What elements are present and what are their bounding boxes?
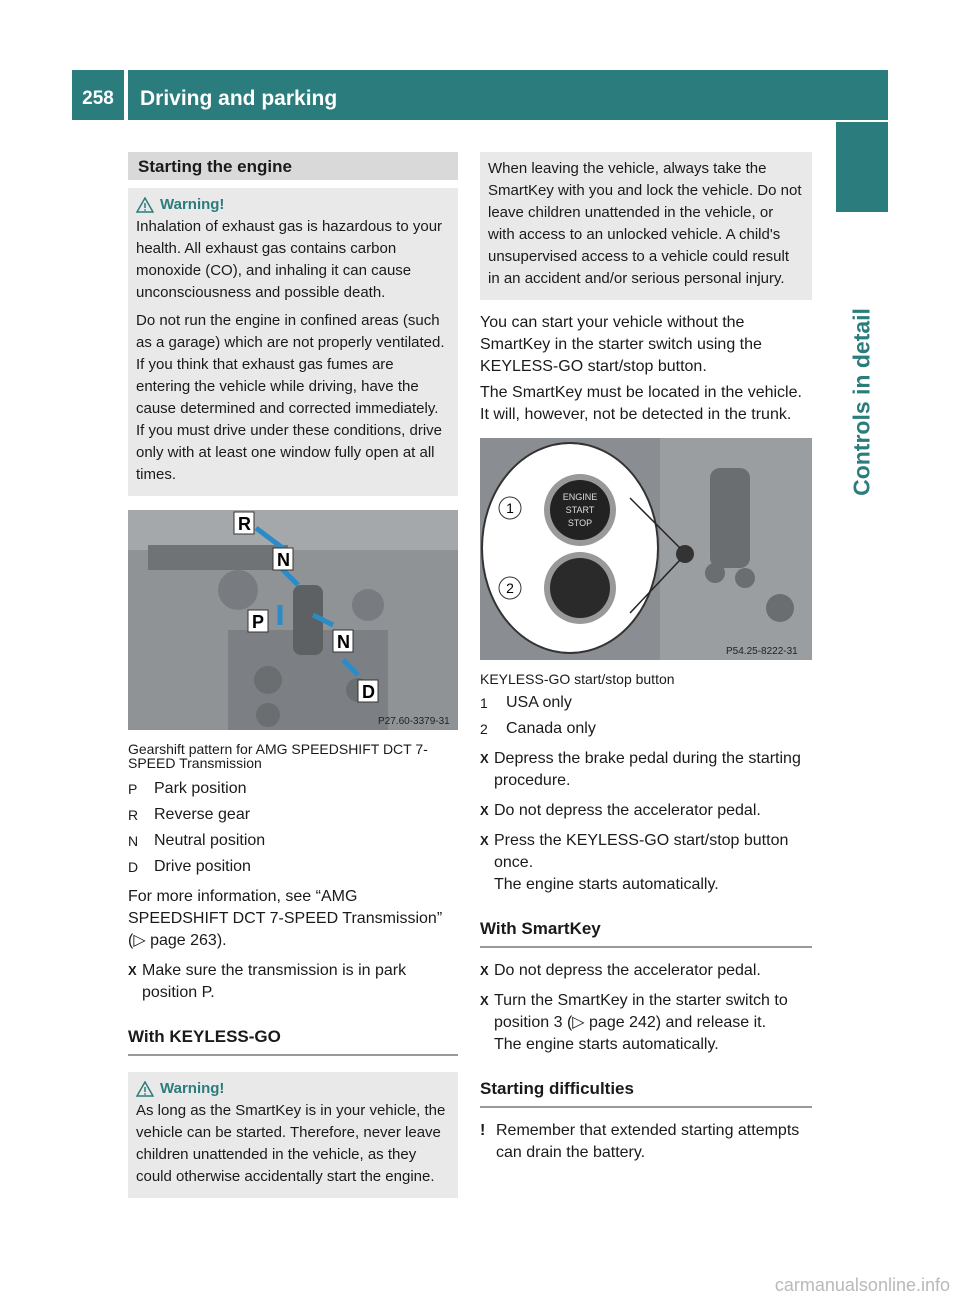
figure-code: P54.25-8222-31: [726, 646, 798, 657]
gearshift-figure: [128, 510, 458, 730]
footer-watermark: carmanualsonline.info: [774, 1275, 950, 1295]
page-number: 258: [72, 70, 124, 120]
warning-title: Warning!: [136, 194, 450, 216]
gear-label-r: R: [238, 514, 251, 534]
gear-label-d: D: [362, 682, 375, 702]
figure-code: P27.60-3379-31: [378, 716, 450, 727]
warning-triangle-icon: [136, 197, 154, 213]
side-tab-block: [836, 122, 888, 212]
subheading: Starting difficulties: [480, 1078, 812, 1108]
warning-triangle-icon: [136, 1081, 154, 1097]
engine-button-text: STOP: [567, 518, 593, 528]
page-header: [72, 70, 888, 120]
paragraph: You can start your vehicle without the SmartKey in the starter switch using the KEYLESS-GO start/stop button.: [480, 314, 762, 375]
warning-continued-box: [480, 152, 812, 300]
action-step: X Depress the brake pedal during the starting procedure.: [480, 750, 801, 789]
section-title: Starting the engine: [128, 152, 458, 180]
marker-1: 1: [506, 500, 514, 516]
side-tab-label: Controls in detail: [848, 308, 875, 496]
warning-text: When leaving the vehicle, always take the SmartKey with you and lock the vehicle. Do not leave children unattended in the vehicle, or with access to an unlocked vehicle. A child's unsupervised access to a vehicle could result in an accident and/or serious personal injury.: [488, 160, 802, 287]
note-item: ! Remember that extended starting attempts can drain the battery.: [480, 1122, 800, 1161]
legend-item: 2 Canada only: [480, 720, 596, 737]
legend-item: 1 USA only: [480, 694, 572, 711]
legend-item: P Park position: [128, 780, 247, 797]
gear-label-p: P: [252, 612, 265, 632]
keyless-go-figure: [480, 438, 812, 660]
subheading: With SmartKey: [480, 918, 812, 948]
paragraph: The SmartKey must be located in the vehicle. It will, however, not be detected in the trunk.: [480, 384, 802, 423]
action-step: X Do not depress the accelerator pedal.: [480, 802, 761, 819]
figure-caption: KEYLESS-GO start/stop button: [480, 671, 675, 687]
warning-box: [128, 1072, 458, 1198]
figure-caption: Gearshift pattern for AMG SPEEDSHIFT DCT 7-SPEED Transmission: [128, 741, 428, 771]
right-column: [480, 152, 812, 1164]
action-step: X Make sure the transmission is in park position P.: [128, 962, 407, 1001]
keyless-go-illustration: [480, 438, 812, 660]
warning-text: Inhalation of exhaust gas is hazardous to your health. All exhaust gas contains carbon monoxide (CO), and inhaling it can cause unconsciousness and possible death.: [136, 218, 443, 301]
warning-text: Do not run the engine in confined areas (such as a garage) which are not properly ventilated. If you think that exhaust gas fumes are entering the vehicle while driving, have the cause determined and corrected immediately. If you must drive under these conditions, drive only with at least one window fully open at all times.: [136, 312, 445, 483]
warning-text: As long as the SmartKey is in your vehicle, the vehicle can be started. Therefore, never leave children unattended in the vehicle, as they could otherwise accidentally start the engine.: [136, 1102, 446, 1185]
warning-title: Warning!: [136, 1078, 450, 1100]
engine-button-text: START: [565, 505, 595, 515]
warning-box: [128, 188, 458, 496]
action-step: X Do not depress the accelerator pedal.: [480, 962, 761, 979]
marker-2: 2: [506, 580, 514, 596]
left-column: [118, 152, 458, 1198]
result-text: The engine starts automatically.: [494, 1036, 719, 1053]
chapter-title: Driving and parking: [128, 70, 888, 120]
legend-item: D Drive position: [128, 858, 251, 875]
legend-item: N Neutral position: [128, 832, 266, 849]
gearshift-illustration: [128, 510, 458, 730]
engine-button-text: ENGINE: [562, 492, 598, 502]
subheading: With KEYLESS-GO: [128, 1026, 458, 1056]
more-info-text: For more information, see “AMG SPEEDSHIFT DCT 7-SPEED Transmission” (▷ page 263).: [128, 888, 443, 949]
legend-item: R Reverse gear: [128, 806, 251, 823]
result-text: The engine starts automatically.: [494, 876, 719, 893]
action-step: X Turn the SmartKey in the starter switch to position 3 (▷ page 242) and release it.: [480, 992, 788, 1031]
action-step: X Press the KEYLESS-GO start/stop button once.: [480, 832, 789, 871]
gear-label-n2: N: [337, 632, 350, 652]
gear-label-n: N: [277, 550, 290, 570]
